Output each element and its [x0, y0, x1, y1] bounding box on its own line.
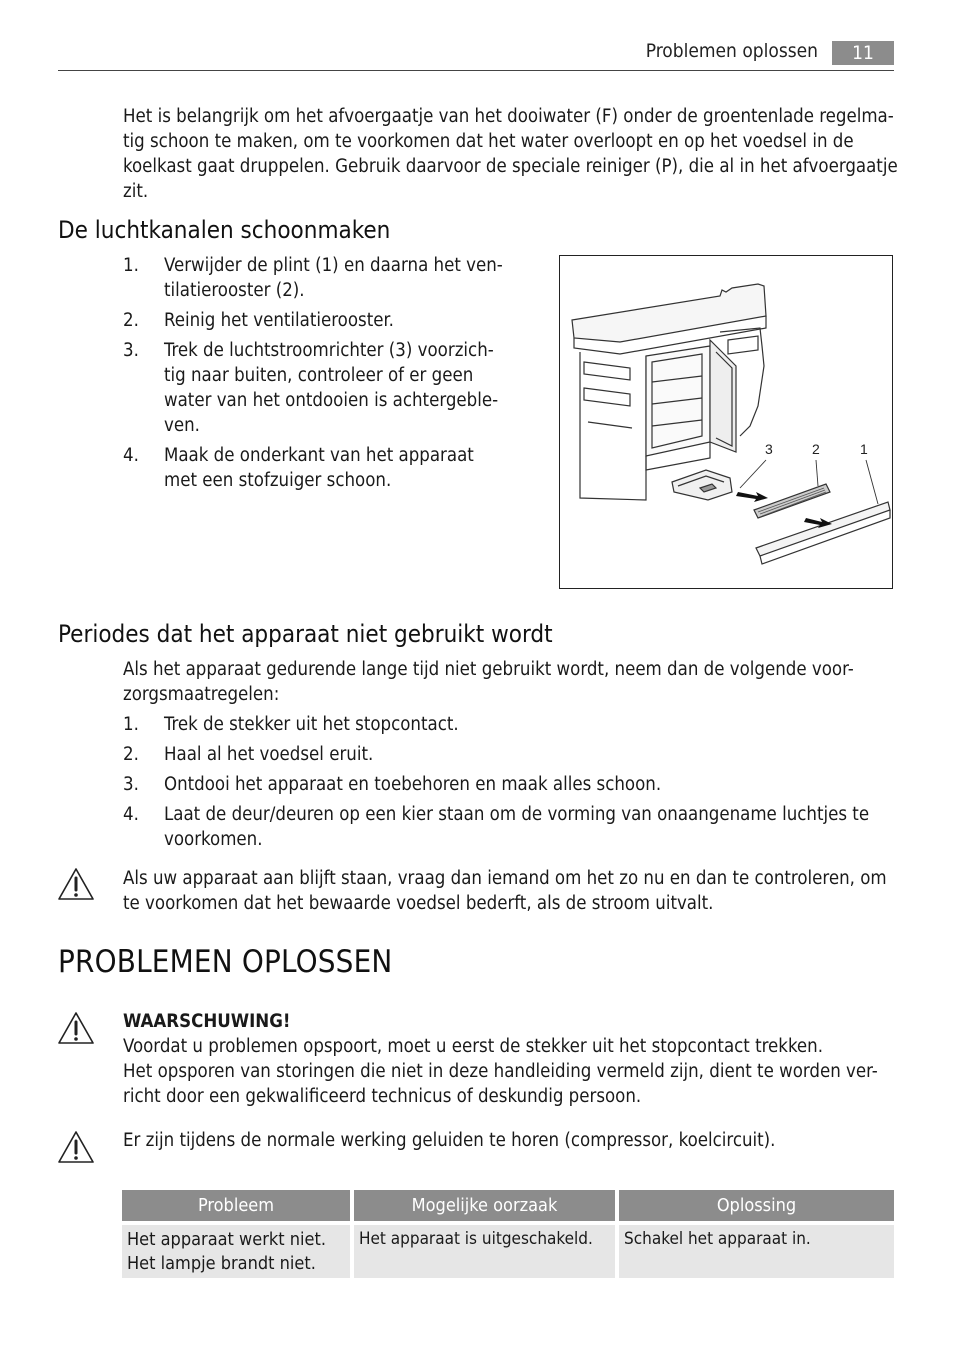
list-number: 2.: [123, 744, 139, 765]
list-number: 4.: [123, 445, 139, 466]
text-line: Reinig het ventilatierooster.: [164, 310, 394, 331]
illustration-plinth-removal: [559, 255, 893, 589]
section-heading-idle-periods: Periodes dat het apparaat niet gebruikt wordt: [58, 620, 553, 648]
list-item: [123, 253, 543, 303]
text-line: Het lampje brandt niet.: [127, 1253, 316, 1274]
text-line: Het apparaat werkt niet.: [127, 1229, 326, 1250]
text-line: water van het ontdooien is achtergeble-: [164, 390, 499, 411]
list-item: [123, 338, 543, 438]
table-cell-cause: Het apparaat is uitgeschakeld.: [354, 1225, 615, 1278]
intro-paragraph: [123, 104, 903, 204]
text-line: voorkomen.: [164, 829, 263, 850]
text-line: Voordat u problemen opspoort, moet u eerst de stekker uit het stopcontact trekken.: [123, 1036, 824, 1057]
text-line: Maak de onderkant van het apparaat: [164, 445, 474, 466]
text-line: Trek de luchtstroomrichter (3) voorzich-: [164, 340, 494, 361]
list-number: 2.: [123, 310, 139, 331]
text-line: Het opsporen van storingen die niet in deze handleiding vermeld zijn, dient te worden ver-: [123, 1061, 878, 1082]
table-cell-solution: Schakel het apparaat in.: [619, 1225, 894, 1278]
text-line: te voorkomen dat het bewaarde voedsel bederft, als de stroom uitvalt.: [123, 893, 714, 914]
text-line: met een stofzuiger schoon.: [164, 470, 392, 491]
idle-intro-paragraph: [123, 657, 903, 707]
text-line: Ontdooi het apparaat en toebehoren en maak alles schoon.: [164, 774, 662, 795]
list-number: 3.: [123, 774, 139, 795]
table-header-solution: Oplossing: [619, 1190, 894, 1221]
warning-triangle-icon: [57, 1130, 95, 1164]
noise-note: Er zijn tijdens de normale werking geluiden te horen (compressor, koelcircuit).: [123, 1130, 776, 1151]
header-rule: [58, 70, 894, 71]
figure-label-2: 2: [812, 441, 820, 457]
text-line: Het is belangrijk om het afvoergaatje van het dooiwater (F) onder de groentenlade regelma-: [123, 106, 894, 127]
warning-block: [123, 1009, 903, 1109]
page-number: 11: [832, 41, 894, 65]
text-line: Als het apparaat gedurende lange tijd niet gebruikt wordt, neem dan de volgende voor-: [123, 659, 854, 680]
figure-label-3: 3: [765, 441, 773, 457]
warning-triangle-icon: [57, 867, 95, 901]
table-header-cause: Mogelijke oorzaak: [354, 1190, 615, 1221]
warning-triangle-icon: [57, 1011, 95, 1045]
list-item: [123, 772, 903, 797]
table-cell-problem: [122, 1225, 350, 1278]
list-number: 4.: [123, 804, 139, 825]
text-line: Trek de stekker uit het stopcontact.: [164, 714, 459, 735]
list-number: 1.: [123, 255, 139, 276]
list-item: [123, 802, 903, 852]
text-line: Verwijder de plint (1) en daarna het ven-: [164, 255, 503, 276]
text-line: ven.: [164, 415, 200, 436]
warning-title: WAARSCHUWING!: [123, 1011, 291, 1032]
plinth-illustration-drawing: [560, 256, 892, 588]
text-line: Als uw apparaat aan blijft staan, vraag dan iemand om het zo nu en dan te controleren, om: [123, 868, 887, 889]
chapter-heading-troubleshooting: PROBLEMEN OPLOSSEN: [58, 944, 393, 980]
list-item: [123, 443, 543, 493]
list-number: 3.: [123, 340, 139, 361]
list-item: [123, 712, 903, 737]
list-item: [123, 742, 903, 767]
figure-label-1: 1: [860, 441, 868, 457]
text-line: koelkast gaat druppelen. Gebruik daarvoor de speciale reiniger (P), die al in het afvoergaatje: [123, 156, 898, 177]
text-line: tig schoon te maken, om te voorkomen dat het water overloopt en op het voedsel in de: [123, 131, 854, 152]
text-line: Laat de deur/deuren op een kier staan om de vorming van onaangename luchtjes te: [164, 804, 870, 825]
text-line: tilatierooster (2).: [164, 280, 305, 301]
text-line: Haal al het voedsel eruit.: [164, 744, 374, 765]
text-line: zorgsmaatregelen:: [123, 684, 280, 705]
text-line: zit.: [123, 181, 149, 202]
idle-note: [123, 866, 903, 916]
list-number: 1.: [123, 714, 139, 735]
list-item: [123, 308, 543, 333]
section-heading-air-ducts: De luchtkanalen schoonmaken: [58, 216, 391, 244]
text-line: tig naar buiten, controleer of er geen: [164, 365, 474, 386]
text-line: richt door een gekwalificeerd technicus of deskundig persoon.: [123, 1086, 642, 1107]
table-header-problem: Probleem: [122, 1190, 350, 1221]
running-header-title: Problemen oplossen: [645, 40, 818, 62]
